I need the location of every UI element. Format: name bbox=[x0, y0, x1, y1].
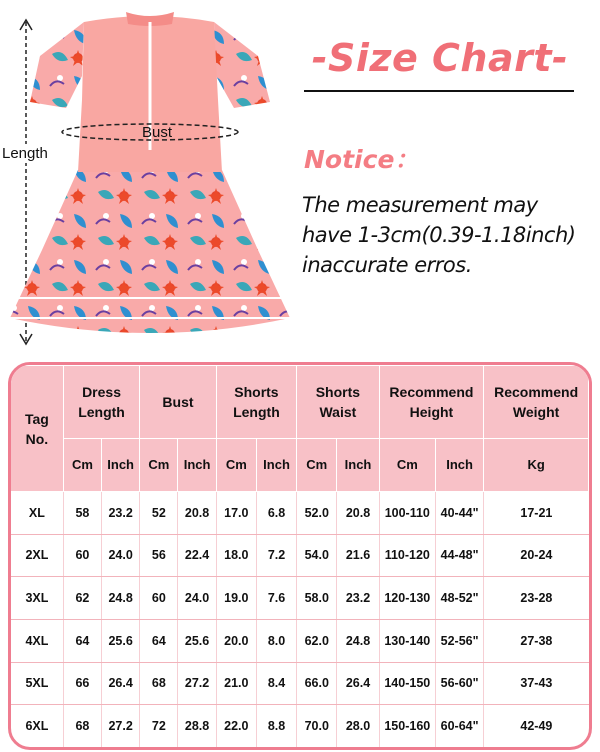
table-cell: 58 bbox=[63, 492, 101, 535]
table-cell: 22.4 bbox=[178, 534, 216, 577]
table-cell: 5XL bbox=[11, 662, 63, 705]
table-cell: 60-64" bbox=[435, 705, 483, 747]
bust-label: Bust bbox=[142, 124, 173, 141]
table-cell: 48-52" bbox=[435, 577, 483, 620]
table-cell: 130-140 bbox=[379, 619, 435, 662]
table-cell: 20.8 bbox=[178, 492, 216, 535]
table-cell: 56 bbox=[140, 534, 178, 577]
header-line: Bust bbox=[162, 394, 194, 410]
table-cell: 62 bbox=[63, 577, 101, 620]
size-table-container bbox=[8, 362, 592, 750]
unit-header: Inch bbox=[337, 439, 379, 492]
header-line: Recommend bbox=[494, 384, 579, 400]
dress-length-header bbox=[63, 366, 139, 439]
table-cell: 18.0 bbox=[216, 534, 256, 577]
table-cell: 24.8 bbox=[337, 619, 379, 662]
header-line: Shorts bbox=[315, 384, 361, 400]
table-cell: 8.8 bbox=[256, 705, 296, 747]
shorts-waist-header bbox=[297, 366, 379, 439]
table-cell: 27.2 bbox=[178, 662, 216, 705]
table-cell: 64 bbox=[63, 619, 101, 662]
table-cell: 52.0 bbox=[297, 492, 337, 535]
top-section bbox=[0, 0, 600, 362]
table-cell: 60 bbox=[140, 577, 178, 620]
table-cell: 120-130 bbox=[379, 577, 435, 620]
unit-header: Inch bbox=[435, 439, 483, 492]
unit-header: Inch bbox=[178, 439, 216, 492]
header-line: Waist bbox=[319, 404, 357, 420]
unit-header: Kg bbox=[484, 439, 589, 492]
unit-header: Inch bbox=[102, 439, 140, 492]
table-cell: 68 bbox=[63, 705, 101, 747]
note-line: have 1-3cm(0.39-1.18inch) bbox=[302, 223, 576, 247]
table-cell: 140-150 bbox=[379, 662, 435, 705]
table-cell: 54.0 bbox=[297, 534, 337, 577]
table-cell: 20-24 bbox=[484, 534, 589, 577]
table-cell: 110-120 bbox=[379, 534, 435, 577]
note-line: The measurement may bbox=[302, 193, 538, 217]
table-cell: 68 bbox=[140, 662, 178, 705]
table-cell: 28.8 bbox=[178, 705, 216, 747]
table-cell: 6XL bbox=[25, 719, 49, 734]
unit-header: Cm bbox=[216, 439, 256, 492]
table-cell: 23-28 bbox=[484, 577, 589, 620]
notice-heading: Notice： bbox=[304, 145, 420, 174]
table-cell: 40-44" bbox=[435, 492, 483, 535]
header-line: Recommend bbox=[389, 384, 474, 400]
table-cell: 100-110 bbox=[379, 492, 435, 535]
length-label: Length bbox=[2, 145, 48, 162]
table-cell: 24.8 bbox=[102, 577, 140, 620]
table-cell: 60 bbox=[63, 534, 101, 577]
tag-header-line: No. bbox=[25, 430, 49, 447]
table-cell: 17-21 bbox=[484, 492, 589, 535]
table-cell: 72 bbox=[140, 705, 178, 747]
table-row bbox=[11, 705, 589, 747]
table-cell: 52-56" bbox=[435, 619, 483, 662]
table-cell: 23.2 bbox=[102, 492, 140, 535]
table-cell: 150-160 bbox=[379, 705, 435, 747]
table-cell: 58.0 bbox=[297, 577, 337, 620]
table-cell: 27-38 bbox=[484, 619, 589, 662]
table-cell: 44-48" bbox=[435, 534, 483, 577]
table-cell: 27.2 bbox=[102, 705, 140, 747]
tag-no-header bbox=[11, 366, 63, 492]
table-row bbox=[11, 534, 589, 577]
table-row bbox=[11, 619, 589, 662]
table-cell: 70.0 bbox=[297, 705, 337, 747]
table-cell: 21.6 bbox=[337, 534, 379, 577]
tag-header-line: Tag bbox=[24, 410, 49, 427]
header-line: Length bbox=[78, 404, 125, 420]
table-cell: 8.0 bbox=[256, 619, 296, 662]
title-divider bbox=[304, 90, 574, 92]
recommend-weight-header bbox=[484, 366, 589, 439]
unit-header: Cm bbox=[140, 439, 178, 492]
table-row bbox=[11, 662, 589, 705]
table-cell: 2XL bbox=[11, 534, 63, 577]
table-cell: 28.0 bbox=[337, 705, 379, 747]
table-cell: 20.8 bbox=[337, 492, 379, 535]
table-cell: 64 bbox=[140, 619, 178, 662]
table-cell: 26.4 bbox=[337, 662, 379, 705]
table-cell: 26.4 bbox=[102, 662, 140, 705]
unit-header: Cm bbox=[379, 439, 435, 492]
unit-header: Inch bbox=[256, 439, 296, 492]
header-line: Length bbox=[233, 404, 280, 420]
table-cell: 21.0 bbox=[216, 662, 256, 705]
table-cell: 24.0 bbox=[178, 577, 216, 620]
measurement-note bbox=[302, 190, 600, 280]
table-row bbox=[11, 577, 589, 620]
swimdress-image bbox=[0, 0, 300, 362]
unit-header: Cm bbox=[63, 439, 101, 492]
header-line: Weight bbox=[512, 404, 560, 420]
table-cell: 52 bbox=[140, 492, 178, 535]
shorts-length-header bbox=[216, 366, 296, 439]
table-cell: 19.0 bbox=[216, 577, 256, 620]
table-cell: 8.4 bbox=[256, 662, 296, 705]
header-line: Height bbox=[409, 404, 454, 420]
table-cell: 17.0 bbox=[216, 492, 256, 535]
table-cell: 4XL bbox=[11, 619, 63, 662]
size-table bbox=[11, 365, 589, 747]
unit-header: Cm bbox=[297, 439, 337, 492]
table-cell: 20.0 bbox=[216, 619, 256, 662]
table-row bbox=[11, 492, 589, 535]
table-cell: 42-49 bbox=[484, 705, 589, 747]
table-cell: 25.6 bbox=[178, 619, 216, 662]
table-cell: 24.0 bbox=[102, 534, 140, 577]
table-cell: 66.0 bbox=[297, 662, 337, 705]
table-cell: 22.0 bbox=[216, 705, 256, 747]
recommend-height-header bbox=[379, 366, 484, 439]
table-cell: 3XL bbox=[11, 577, 63, 620]
table-cell: 62.0 bbox=[297, 619, 337, 662]
table-cell: XL bbox=[11, 492, 63, 535]
table-cell: 7.6 bbox=[256, 577, 296, 620]
table-cell: 6.8 bbox=[256, 492, 296, 535]
header-line: Dress bbox=[82, 384, 121, 400]
table-cell: 37-43 bbox=[484, 662, 589, 705]
note-line: inaccurate erros. bbox=[302, 253, 472, 277]
table-cell: 25.6 bbox=[102, 619, 140, 662]
header-line: Shorts bbox=[234, 384, 279, 400]
table-cell: 23.2 bbox=[337, 577, 379, 620]
bust-header bbox=[140, 366, 216, 439]
swimsuit-illustration bbox=[0, 0, 300, 362]
table-cell: 56-60" bbox=[435, 662, 483, 705]
table-cell: 7.2 bbox=[256, 534, 296, 577]
size-chart-title: -Size Chart- bbox=[311, 36, 569, 80]
table-cell: 66 bbox=[63, 662, 101, 705]
